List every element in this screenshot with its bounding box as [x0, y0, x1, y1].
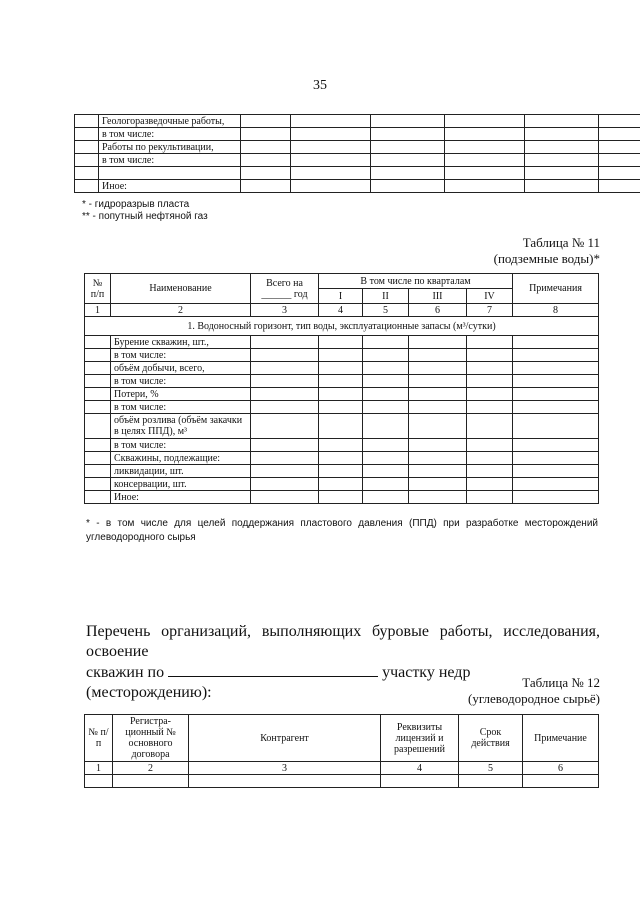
footnote: * - гидроразрыв пласта [82, 199, 190, 210]
table11-title: Таблица № 11 (подземные воды)* [493, 235, 600, 266]
table-11: № п/п Наименование Всего на ______ год В том числе по кварталам Примечания I II III IV 1 2 3 4 5 6 7 8 1. Водоносный горизонт, тип воды, эксплуатационные запасы (м³/сутки) Бурение скважин, шт., в том числе: объём добычи, всего, в том числе: Потери, % в том числе: объём розлива (объём закачки в целях ППД), м³ в том числе: Скважины, подлежащие: ликвидации, шт. консервации, шт. Иное: [84, 273, 599, 504]
table-row: объём добычи, всего, [85, 362, 599, 375]
table-row: в том числе: [85, 349, 599, 362]
table-row: ликвидации, шт. [85, 465, 599, 478]
table-numbering-row: 1 2 3 4 5 6 [85, 762, 599, 775]
table-row: Иное: [75, 180, 640, 193]
table-row: в том числе: [75, 154, 640, 167]
table-row: Иное: [85, 491, 599, 504]
table-row: Геологоразведочные работы, [75, 115, 640, 128]
top-table [74, 114, 640, 193]
table-row: в том числе: [75, 128, 640, 141]
table-row [75, 167, 640, 180]
table-row: в том числе: [85, 375, 599, 388]
table-row: в том числе: [85, 439, 599, 452]
table-row: консервации, шт. [85, 478, 599, 491]
table-row: Потери, % [85, 388, 599, 401]
table-row [85, 775, 599, 788]
footnote-ppd: * - в том числе для целей поддержания пластового давления (ППД) при разработке месторождений углеводородного сырья [86, 518, 598, 543]
table-row: Бурение скважин, шт., [85, 336, 599, 349]
table-row: в том числе: [85, 401, 599, 414]
table-row: Работы по рекультивации, [75, 141, 640, 154]
section-heading: Перечень организаций, выполняющих буровые работы, исследования, освоение скважин по участку недр (месторождению): [86, 623, 600, 701]
table-row: Скважины, подлежащие: [85, 452, 599, 465]
footnotes-top [82, 199, 208, 223]
blank-field [168, 662, 378, 677]
table-row: объём розлива (объём закачки в целях ППД), м³ [85, 414, 599, 439]
table12-title: Таблица № 12 (углеводородное сырьё) [468, 675, 600, 706]
table-numbering-row: 1 2 3 4 5 6 7 8 [85, 304, 599, 317]
section-row: 1. Водоносный горизонт, тип воды, эксплуатационные запасы (м³/сутки) [85, 317, 599, 336]
footnote: ** - попутный нефтяной газ [82, 211, 208, 222]
table-12: № п/п Регистра-ционный № основного договора Контрагент Реквизиты лицензий и разрешений Срок действия Примечание 1 2 3 4 5 6 [84, 714, 599, 788]
page-number: 35 [313, 78, 327, 93]
